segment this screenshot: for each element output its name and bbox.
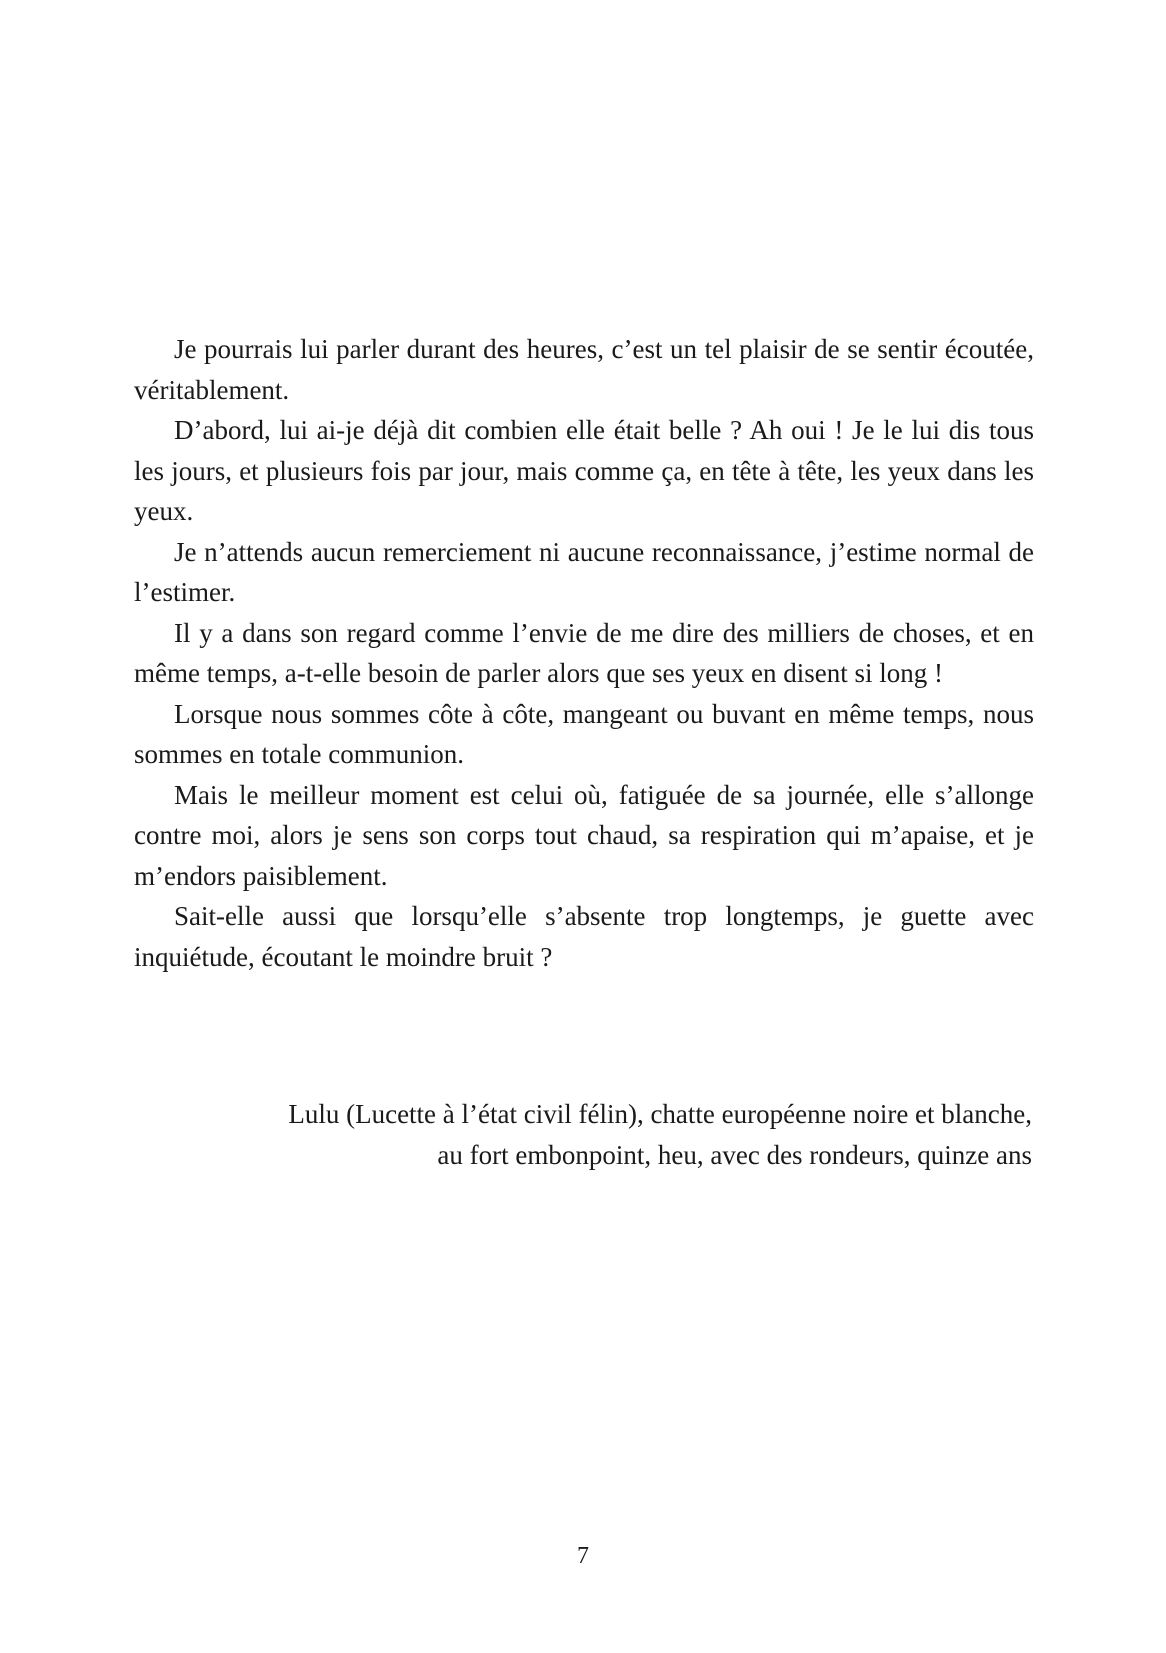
paragraph-3: Je n’attends aucun remerciement ni aucune reconnaissance, j’estime normal de l’estimer. bbox=[134, 536, 1034, 607]
paragraph-4: Il y a dans son regard comme l’envie de me dire des milliers de choses, et en même temps, a-t-elle besoin de parler alors que ses yeux en disent si long ! bbox=[134, 617, 1034, 688]
paragraph-5: Lorsque nous sommes côte à côte, mangeant ou buvant en même temps, nous sommes en totale communion. bbox=[134, 698, 1034, 769]
signature-line-2: au fort embonpoint, heu, avec des rondeurs, quinze ans bbox=[437, 1140, 1032, 1170]
paragraph-1: Je pourrais lui parler durant des heures, c’est un tel plaisir de se sentir écoutée, véritablement. bbox=[134, 334, 1034, 405]
paragraph-6: Mais le meilleur moment est celui où, fatiguée de sa journée, elle s’allonge contre moi, alors je sens son corps tout chaud, sa respiration qui m’apaise, et je m’endors paisiblement. bbox=[134, 779, 1034, 891]
paragraph-2: D’abord, lui ai-je déjà dit combien elle était belle ? Ah oui ! Je le lui dis tous les jours, et plusieurs fois par jour, mais comme ça, en tête à tête, les yeux dans les yeux. bbox=[134, 415, 1034, 526]
signature-block bbox=[132, 1094, 1032, 1176]
paragraph-7: Sait-elle aussi que lorsqu’elle s’absente trop longtemps, je guette avec inquiétude, écoutant le moindre bruit ? bbox=[134, 901, 1034, 972]
signature-line-1: Lulu (Lucette à l’état civil félin), chatte européenne noire et blanche, bbox=[288, 1099, 1032, 1129]
body-text bbox=[134, 329, 1034, 977]
page-number: 7 bbox=[577, 1543, 589, 1569]
